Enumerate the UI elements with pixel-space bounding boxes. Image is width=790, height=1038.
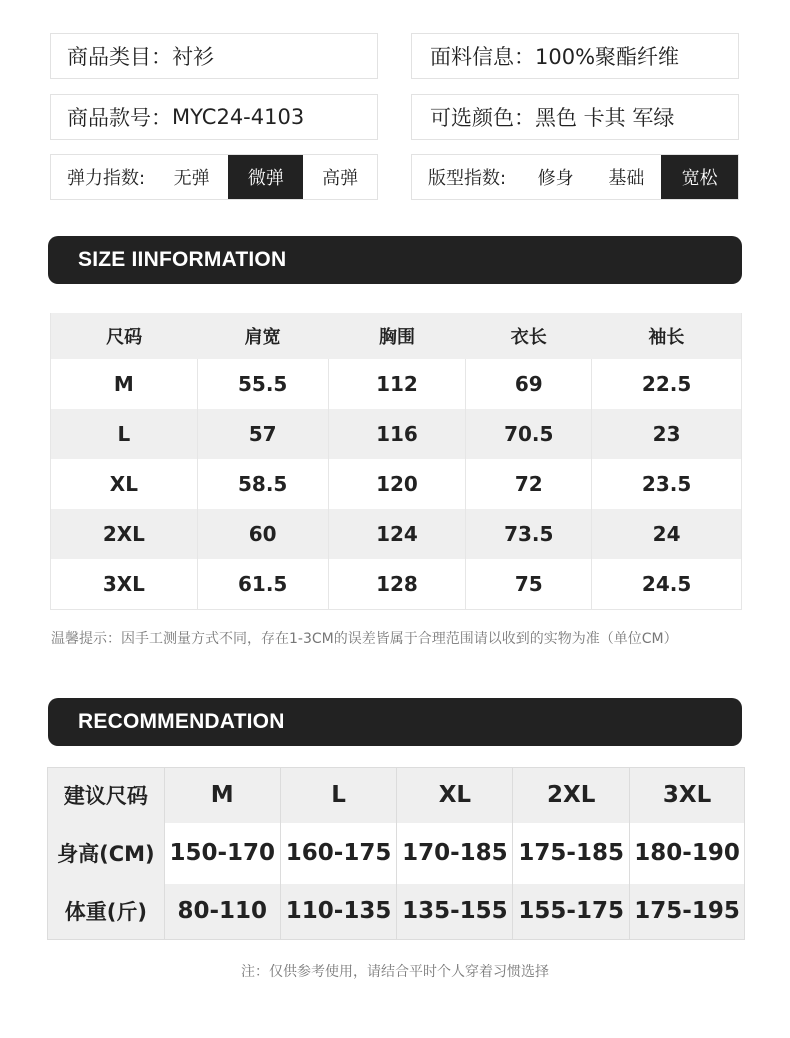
- table-cell: 135-155: [397, 884, 513, 940]
- table-cell: M: [51, 359, 198, 409]
- category-value: 衬衫: [172, 45, 214, 69]
- table-cell: 70.5: [466, 409, 592, 459]
- category-box: [50, 33, 378, 79]
- table-cell: 72: [466, 459, 592, 509]
- recommendation-banner: [48, 698, 742, 746]
- size-table-header: [51, 313, 742, 359]
- table-cell: 23.5: [641, 472, 692, 496]
- recommendation-table: [47, 767, 745, 940]
- rec-weight-label: 体重(斤): [48, 884, 165, 940]
- fit-option-slim: 修身: [537, 168, 574, 189]
- table-cell: 150-170: [164, 823, 280, 884]
- table-row: [48, 768, 745, 823]
- table-cell: 112: [328, 359, 466, 409]
- table-row: [51, 409, 742, 459]
- table-cell: 24.5: [641, 571, 692, 596]
- table-row: [48, 823, 745, 884]
- table-cell: L: [280, 768, 397, 823]
- fabric-value: 100%聚酯纤维: [535, 45, 680, 69]
- table-cell: 3XL: [51, 559, 198, 609]
- fit-label: 版型指数:: [428, 168, 507, 189]
- rec-header-label: 建议尺码: [48, 768, 165, 823]
- table-cell: 57: [197, 409, 328, 459]
- size-info-banner: [48, 236, 742, 284]
- table-cell: 61.5: [197, 559, 328, 609]
- colors-box: [411, 94, 739, 140]
- table-cell: 175-195: [630, 884, 745, 940]
- category-label: 商品类目：: [67, 45, 172, 69]
- table-cell: 155-175: [513, 884, 630, 940]
- header-shoulder: 肩宽: [197, 313, 328, 359]
- fit-index: [411, 154, 739, 200]
- elasticity-option-high: 高弹: [322, 168, 359, 189]
- table-cell: XL: [397, 768, 513, 823]
- header-size: 尺码: [51, 313, 198, 359]
- recommendation-note: 注：仅供参考使用，请结合平时个人穿着习惯选择: [241, 964, 549, 980]
- fabric-box: [411, 33, 739, 79]
- table-cell: 116: [328, 409, 466, 459]
- size-info-title: SIZE IINFORMATION: [78, 248, 287, 271]
- table-cell: 2XL: [51, 509, 198, 559]
- table-cell: 170-185: [397, 823, 513, 884]
- table-cell: 73.5: [466, 509, 592, 559]
- table-cell: 160-175: [280, 823, 397, 884]
- recommendation-title: RECOMMENDATION: [78, 710, 285, 733]
- table-cell: M: [164, 768, 280, 823]
- table-row: [51, 459, 742, 509]
- table-cell: 24: [592, 509, 742, 559]
- size-note: 温馨提示：因手工测量方式不同，存在1-3CM的误差皆属于合理范围请以收到的实物为准（单位CM）: [51, 631, 678, 647]
- table-cell: L: [51, 409, 198, 459]
- table-cell: 22.5: [641, 372, 692, 396]
- fabric-label: 面料信息：: [430, 45, 535, 69]
- table-cell: 23: [592, 409, 742, 459]
- table-cell: 69: [466, 359, 592, 409]
- table-row: [51, 359, 742, 409]
- elasticity-index: [50, 154, 378, 200]
- elasticity-option-slight: 微弹: [228, 155, 303, 199]
- table-row: [48, 884, 745, 940]
- table-cell: 128: [328, 559, 466, 609]
- table-cell: 55.5: [197, 359, 328, 409]
- elasticity-option-none: 无弹: [173, 168, 210, 189]
- colors-value: 黑色 卡其 军绿: [535, 106, 675, 130]
- elasticity-label: 弹力指数:: [67, 168, 146, 189]
- table-cell: 60: [197, 509, 328, 559]
- table-cell: 124: [328, 509, 466, 559]
- table-cell: 180-190: [630, 823, 745, 884]
- table-row: [51, 559, 742, 609]
- table-cell: 2XL: [513, 768, 630, 823]
- table-cell: 80-110: [164, 884, 280, 940]
- table-cell: 58.5: [197, 459, 328, 509]
- colors-label: 可选颜色：: [430, 106, 535, 130]
- model-box: [50, 94, 378, 140]
- table-row: [51, 509, 742, 559]
- fit-option-basic: 基础: [608, 168, 645, 189]
- fit-option-loose: 宽松: [661, 155, 738, 199]
- table-cell: 120: [328, 459, 466, 509]
- table-cell: 175-185: [513, 823, 630, 884]
- model-label: 商品款号：: [67, 106, 172, 130]
- header-length: 衣长: [466, 313, 592, 359]
- header-sleeve: 袖长: [592, 313, 742, 359]
- size-table: [50, 313, 742, 610]
- table-cell: 75: [466, 559, 592, 609]
- table-cell: XL: [51, 459, 198, 509]
- table-cell: 110-135: [280, 884, 397, 940]
- rec-height-label: 身高(CM): [48, 823, 165, 884]
- model-value: MYC24-4103: [172, 105, 305, 129]
- table-cell: 3XL: [630, 768, 745, 823]
- header-chest: 胸围: [328, 313, 466, 359]
